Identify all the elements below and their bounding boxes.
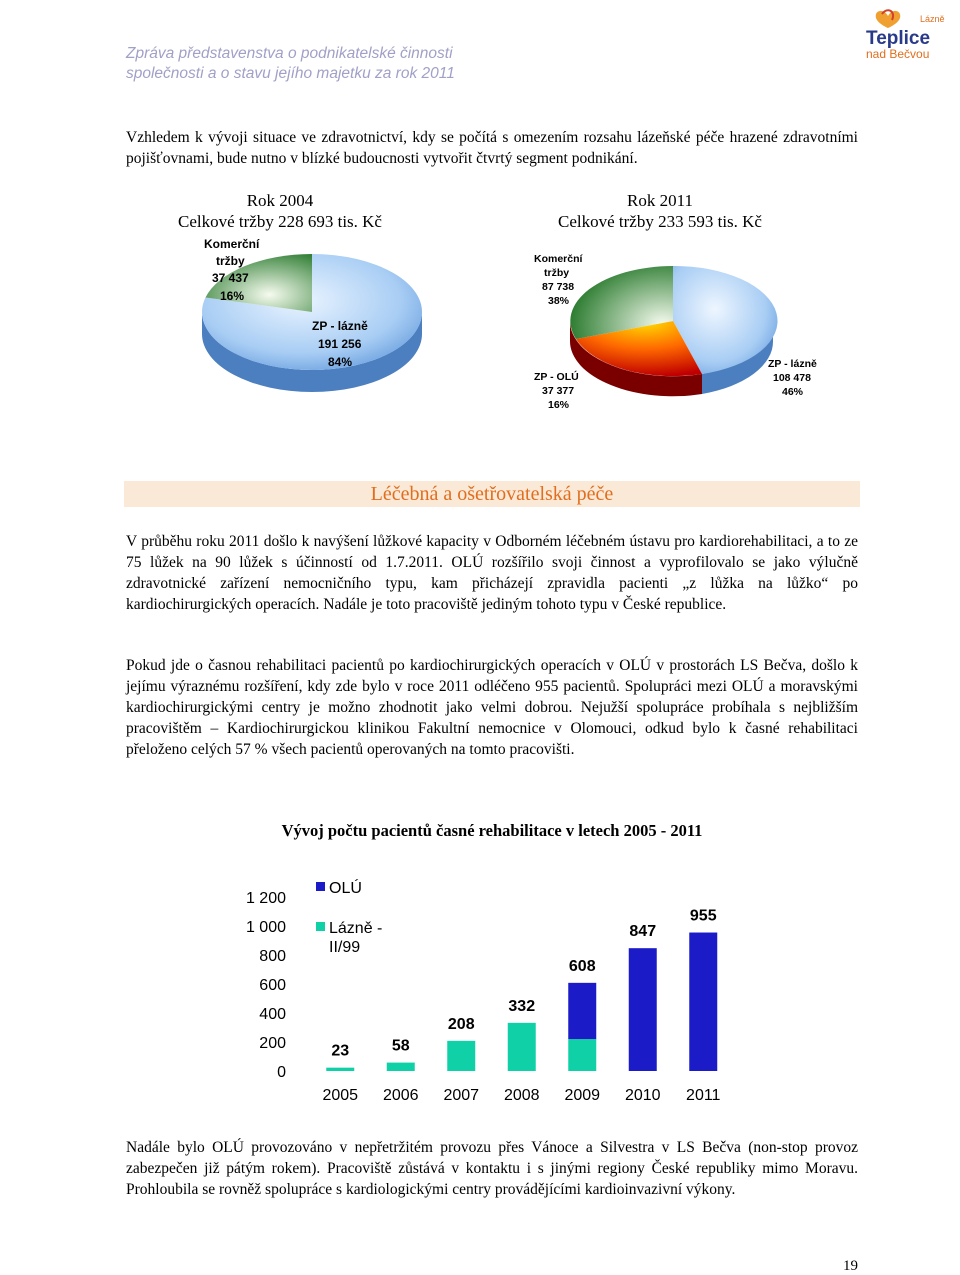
pie-2004-label-komercni-1: Komerční	[204, 237, 260, 251]
report-header	[126, 44, 455, 84]
pie-2011-title-line-1: Rok 2011	[627, 191, 693, 210]
bar-lazne-2008	[508, 1023, 536, 1071]
x-tick-label-2007: 2007	[443, 1087, 480, 1104]
bar-olu-2011	[689, 933, 717, 1071]
bar-value-label-2008: 332	[508, 997, 536, 1015]
intro-paragraph: Vzhledem k vývoji situace ve zdravotnictví, kdy se počítá s omezením rozsahu lázeňské péče hrazené zdravotními pojišťovnami, bude nutno v blízké budoucnosti vytvořit čtvrtý segment podnikání.	[126, 129, 858, 167]
pie-2004-title-line-2: Celkové tržby 228 693 tis. Kč	[178, 212, 382, 231]
pie-2004-label-komercni-pct: 16%	[220, 289, 245, 303]
bar-lazne-2006	[387, 1063, 415, 1071]
bar-value-label-2011: 955	[689, 907, 717, 925]
pie-2011-label-olu-value: 37 377	[542, 385, 575, 397]
bar-value-label-2006: 58	[391, 1037, 410, 1055]
heart-icon	[876, 11, 901, 28]
bar-value-label-2007: 208	[447, 1015, 475, 1033]
paragraph-operation: Nadále bylo OLÚ provozováno v nepřetržitém provozu přes Vánoce a Silvestra v LS Bečva (non-stop provoz zabezpečen již pátým rokem). Pracoviště zůstává v kontaktu i s jinými regiony České republiky mimo Moravu. Prohloubila se rovněž spolupráce s kardiologickými centry provádějícími kardioinvazivní výkony.	[126, 1139, 858, 1198]
pie-2011-label-olu-pct: 16%	[548, 399, 570, 411]
logo-small-text: Lázně	[920, 14, 945, 24]
pie-2011-label-komercni-1: Komerční	[534, 253, 583, 265]
pie-2011-title-line-2: Celkové tržby 233 593 tis. Kč	[558, 212, 762, 231]
bar-value-label-2005: 23	[331, 1042, 350, 1060]
y-tick-label: 1 200	[245, 890, 286, 907]
logo-main-text: Teplice	[866, 28, 931, 49]
pie-2011-label-komercni-value: 87 738	[542, 281, 575, 293]
pie-2011-label-zp-value: 108 478	[773, 372, 811, 384]
y-tick-label: 200	[259, 1035, 286, 1052]
pie-2004-title	[150, 190, 410, 232]
y-tick-label: 600	[259, 977, 286, 994]
x-tick-label-2009: 2009	[564, 1087, 601, 1104]
y-tick-label: 800	[259, 948, 286, 965]
x-tick-label-2006: 2006	[382, 1087, 419, 1104]
pie-2011-label-zp-pct: 46%	[782, 386, 804, 398]
legend-label-lazne-1: Lázně -	[329, 920, 383, 937]
bar-olu-2010	[629, 948, 657, 1071]
legend-swatch-lazne	[316, 922, 325, 931]
pie-2004-label-komercni-value: 37 437	[212, 271, 249, 285]
x-tick-label-2005: 2005	[322, 1087, 359, 1104]
y-tick-label: 400	[259, 1006, 286, 1023]
section-title: Léčebná a ošetřovatelská péče	[370, 483, 614, 505]
x-tick-label-2011: 2011	[686, 1087, 721, 1104]
header-line-1: Zpráva představenstva o podnikatelské činnosti	[126, 45, 453, 62]
legend-label-lazne-2: II/99	[329, 939, 361, 956]
x-tick-label-2010: 2010	[624, 1087, 661, 1104]
bar-lazne-2009	[568, 1039, 596, 1071]
bar-chart-patients	[230, 872, 730, 1112]
pie-chart-2004	[190, 232, 440, 412]
pie-2011-label-komercni-pct: 38%	[548, 295, 570, 307]
x-tick-label-2008: 2008	[503, 1087, 540, 1104]
bar-olu-2009	[568, 983, 596, 1039]
spa-logo	[858, 2, 958, 62]
y-tick-label: 0	[277, 1064, 286, 1081]
bar-chart-title: Vývoj počtu pacientů časné rehabilitace v letech 2005 - 2011	[281, 821, 703, 840]
y-tick-label: 1 000	[245, 919, 286, 936]
pie-2011-label-komercni-2: tržby	[544, 267, 570, 279]
pie-2004-label-zp-1: ZP - lázně	[312, 319, 368, 333]
bar-lazne-2007	[447, 1041, 475, 1071]
bar-value-label-2009: 608	[568, 957, 596, 975]
page-number: 19	[843, 1258, 858, 1274]
bar-lazne-2005	[326, 1068, 354, 1071]
header-line-2: společnosti a o stavu jejího majetku za rok 2011	[126, 65, 455, 82]
pie-2011-label-olu-1: ZP - OLÚ	[534, 371, 579, 383]
pie-2004-label-komercni-2: tržby	[216, 254, 245, 268]
bar-value-label-2010: 847	[629, 923, 657, 941]
pie-2004-label-zp-value: 191 256	[318, 337, 362, 351]
pie-2011-title	[530, 190, 790, 232]
legend-swatch-olu	[316, 882, 325, 891]
paragraph-rehabilitation: Pokud jde o časnou rehabilitaci pacientů po kardiochirurgických operacích v OLÚ v prostorách LS Bečva, došlo k jejímu výraznému rozšíření, kdy zde bylo v roce 2011 odléčeno 955 pacientů. Spolupráci mezi OLÚ a moravskými kardiochirurgickými centry je možno zhodnotit jako velmi dobrou. Nejužší spolupráce probíhala s nejbližším pracovištěm – Kardiochirurgickou klinikou Fakultní nemocnice v Olomouci, odkud bylo k časné rehabilitaci přeloženo celých 57 % všech pacientů operovaných na tomto pracovišti.	[126, 657, 858, 758]
pie-2004-label-zp-pct: 84%	[328, 355, 353, 369]
paragraph-capacity: V průběhu roku 2011 došlo k navýšení lůžkové kapacity v Odborném léčebném ústavu pro kardiorehabilitaci, a to ze 75 lůžek na 90 lůžek s účinností od 1.7.2011. OLÚ rozšířilo svoji činnost a vyprofilovalo se jako výlučně zdravotnické zařízení nemocničního typu, kam přicházejí zpravidla pacienti „z lůžka na lůžko“ po kardiochirurgických operacích. Nadále je toto pracoviště jediným tohoto typu v České republice.	[126, 533, 858, 613]
pie-2011-label-zp-1: ZP - lázně	[768, 358, 817, 370]
logo-sub-text: nad Bečvou	[866, 47, 930, 61]
pie-chart-2011	[530, 248, 817, 418]
legend-label-olu: OLÚ	[329, 880, 362, 897]
pie-2004-title-line-1: Rok 2004	[246, 191, 314, 210]
